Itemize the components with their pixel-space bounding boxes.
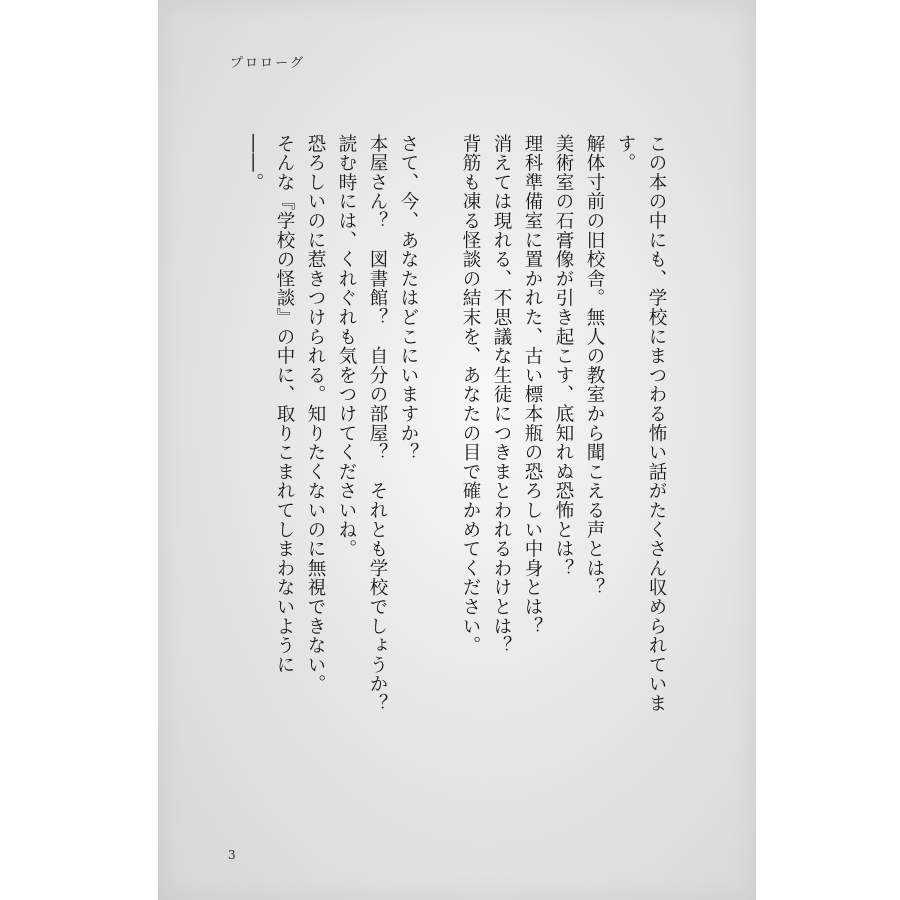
page-number: 3: [228, 848, 236, 862]
paragraph-gap: [424, 134, 455, 714]
running-head: プロローグ: [230, 56, 306, 71]
paragraph-2: [238, 134, 424, 714]
text-line: さて、今、あなたはどこにいますか？: [398, 134, 419, 463]
text-line: 読む時には、くれぐれも気をつけてくださいね。: [336, 134, 357, 559]
text-line: 理科準備室に置かれた、古い標本瓶の恐ろしい中身とは？: [522, 134, 543, 636]
paragraph-1: [455, 134, 672, 714]
text-line: 美術室の石膏像が引き起こす、底知れぬ恐怖とは？: [553, 134, 574, 578]
text-line: 解体寸前の旧校舎。無人の教室から聞こえる声とは？: [584, 134, 605, 598]
text-line: 恐ろしいのに惹きつけられる。知りたくないのに無視できない。: [305, 134, 326, 694]
text-line: 背筋も凍る怪談の結末を、あなたの目で確かめてください。: [460, 134, 481, 656]
text-line: この本の中にも、学校にまつわる怖い話がたくさん収められています。: [615, 134, 667, 713]
body-text: [238, 134, 672, 714]
text-line: そんな『学校の怪談』の中に、取りこまれてしまわないように――。: [243, 134, 295, 675]
text-line: 消えては現れる、不思議な生徒につきまとわれるわけとは？: [491, 134, 512, 656]
text-line: 本屋さん？ 図書館？ 自分の部屋？ それとも学校でしょうか？: [367, 134, 388, 713]
